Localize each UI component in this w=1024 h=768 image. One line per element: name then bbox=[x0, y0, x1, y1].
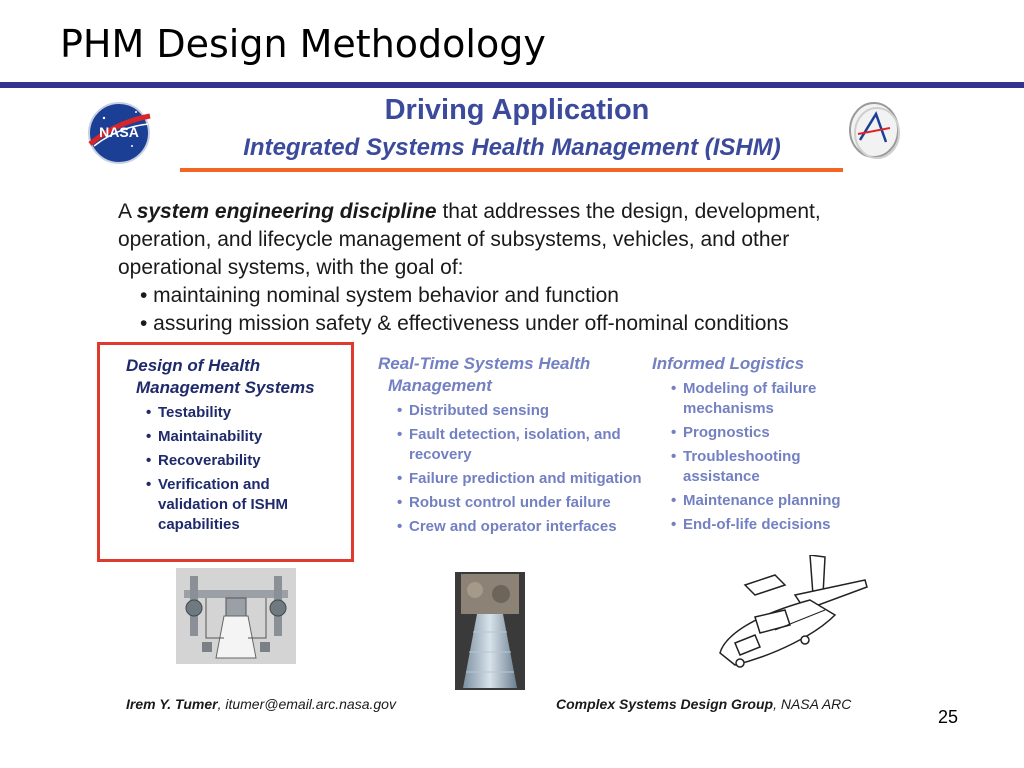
list-item: • Verification and validation of ISHM capabilities bbox=[146, 475, 298, 535]
list-item: • End-of-life decisions bbox=[671, 515, 882, 535]
engine-schematic-image bbox=[176, 568, 296, 664]
slide-title: PHM Design Methodology bbox=[60, 22, 546, 66]
page-number: 25 bbox=[938, 707, 959, 727]
list-item: • Prognostics bbox=[671, 423, 882, 443]
column-heading: Management Systems bbox=[136, 378, 315, 397]
list-item: • Recoverability bbox=[146, 451, 348, 471]
list-item: • Maintainability bbox=[146, 427, 348, 447]
list-item: • Troubleshooting assistance bbox=[671, 447, 833, 487]
group-org: , NASA ARC bbox=[773, 696, 852, 712]
list-item: • Testability bbox=[146, 403, 348, 423]
engine-nozzle-image bbox=[455, 572, 525, 690]
goal-bullet: • maintaining nominal system behavior and function bbox=[140, 284, 619, 307]
ishm-subtitle: Integrated Systems Health Management (ISHM) bbox=[243, 134, 781, 161]
list-item: • Distributed sensing bbox=[397, 401, 658, 421]
goal-bullet: • assuring mission safety & effectiveness under off-nominal conditions bbox=[140, 312, 789, 335]
list-item: • Crew and operator interfaces bbox=[397, 517, 658, 537]
list-item: • Maintenance planning bbox=[671, 491, 882, 511]
column-design-health-mgmt bbox=[126, 355, 348, 535]
column-heading: Design of Health bbox=[126, 356, 261, 375]
column-heading: Real-Time Systems Health bbox=[378, 354, 591, 373]
group-name: Complex Systems Design Group bbox=[556, 696, 774, 712]
footer-author bbox=[126, 696, 396, 712]
column-heading: Management bbox=[388, 376, 492, 395]
list-item: • Robust control under failure bbox=[397, 493, 658, 513]
intro-rest: that addresses the design, development, operation, and lifecycle management of subsystems, vehicles, and other operational systems, with the goal of: bbox=[118, 200, 821, 279]
column-realtime-health-mgmt bbox=[378, 353, 658, 537]
space-vehicle-image bbox=[715, 555, 875, 675]
intro-emphasis: system engineering discipline bbox=[136, 200, 437, 223]
author-email: , itumer@email.arc.nasa.gov bbox=[217, 696, 396, 712]
nasa-logo-text: NASA bbox=[99, 124, 139, 140]
title-divider bbox=[0, 82, 1024, 88]
author-name: Irem Y. Tumer bbox=[126, 696, 218, 712]
intro-prefix: A bbox=[118, 200, 137, 223]
column-heading: Informed Logistics bbox=[652, 354, 805, 373]
footer-group bbox=[556, 696, 851, 712]
driving-application-title: Driving Application bbox=[384, 94, 650, 126]
goal-bullets bbox=[140, 282, 789, 338]
orange-divider bbox=[180, 168, 843, 172]
list-item: • Modeling of failure mechanisms bbox=[671, 379, 833, 419]
column-informed-logistics bbox=[652, 353, 882, 535]
intro-paragraph bbox=[118, 198, 878, 282]
list-item: • Fault detection, isolation, and recovery bbox=[397, 425, 631, 465]
list-item: • Failure prediction and mitigation bbox=[397, 469, 658, 489]
